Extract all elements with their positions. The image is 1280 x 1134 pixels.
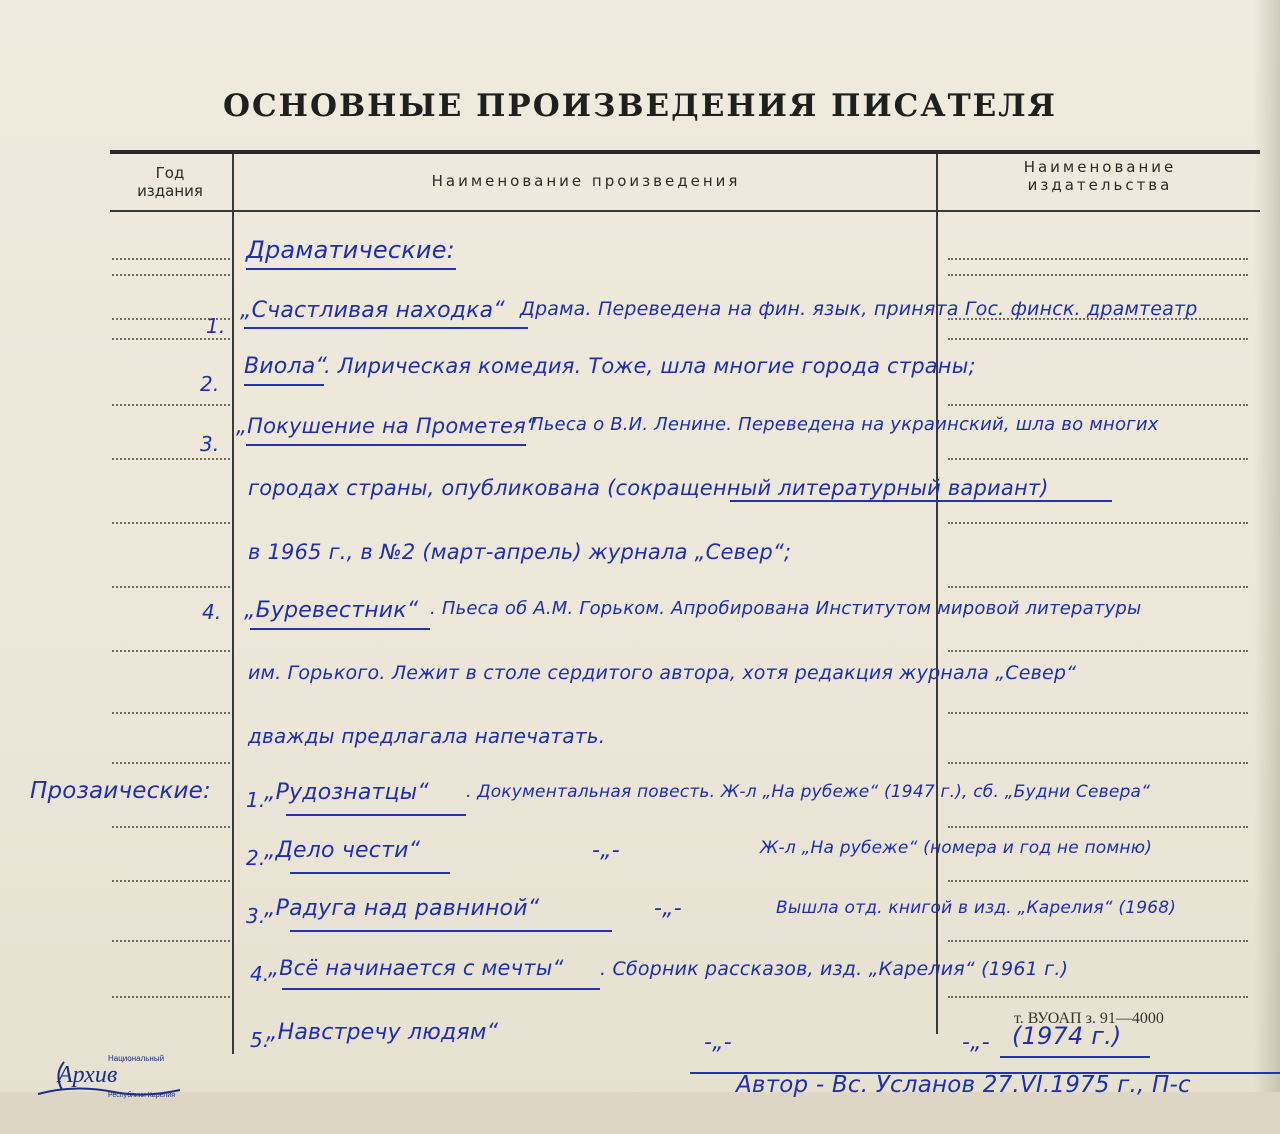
row-rule xyxy=(948,586,1248,588)
archive-logo xyxy=(34,1054,184,1104)
title-underline xyxy=(244,384,324,386)
entry-number: 3. xyxy=(200,432,220,456)
row-rule xyxy=(948,712,1248,714)
row-rule xyxy=(948,258,1248,260)
row-rule xyxy=(112,522,230,524)
header-year xyxy=(110,164,230,200)
row-rule xyxy=(112,650,230,652)
entry-text-continued: в 1965 г., в №2 (март-апрель) журнала „Север“; xyxy=(248,540,792,564)
header-publisher-line2: издательства xyxy=(1027,176,1173,194)
row-rule xyxy=(948,458,1248,460)
entry-title: „Навстречу людям“ xyxy=(266,1020,499,1045)
title-underline xyxy=(290,872,450,874)
row-rule xyxy=(948,274,1248,276)
entry-number: 3. xyxy=(246,904,266,928)
entry-number: 2. xyxy=(200,372,220,396)
entry-number: 4. xyxy=(250,962,270,986)
entry-text: Драма. Переведена на фин. язык, принята Гос. финск. драмтеатр xyxy=(520,298,1198,320)
dramatic-heading-underline xyxy=(246,268,456,270)
row-rule xyxy=(112,826,230,828)
row-rule xyxy=(948,404,1248,406)
row-rule xyxy=(112,712,230,714)
row-rule xyxy=(112,586,230,588)
entry-text-continued: дважды предлагала напечатать. xyxy=(248,724,606,748)
entry-title: „Буревестник“ xyxy=(244,598,419,623)
entry-title: „Всё начинается с мечты“ xyxy=(268,956,564,980)
entry-text-continued: городах страны, опубликована (сокращенный литературный вариант) xyxy=(248,476,1049,500)
row-rule xyxy=(948,762,1248,764)
entry-text: Пьеса о В.И. Ленине. Переведена на украинский, шла во многих xyxy=(530,414,1159,435)
row-rule xyxy=(112,258,230,260)
print-stamp: т. ВУОАП з. 91—4000 xyxy=(1014,1010,1164,1027)
ditto-mark: -„- xyxy=(592,838,620,863)
row-rule xyxy=(948,880,1248,882)
row-rule xyxy=(948,650,1248,652)
ditto-mark: -„- xyxy=(704,1030,732,1055)
row-rule xyxy=(948,522,1248,524)
title-underline xyxy=(250,628,430,630)
entry-text: . Лирическая комедия. Тоже, шла многие города страны; xyxy=(324,354,976,378)
entry-number: 1. xyxy=(206,314,226,338)
author-signature: Автор - Вс. Усланов 27.VI.1975 г., П-с xyxy=(736,1072,1191,1098)
row-rule xyxy=(948,940,1248,942)
year-note: (1974 г.) xyxy=(1012,1022,1122,1050)
entry-title: „Счастливая находка“ xyxy=(240,298,505,323)
entry-number: 2. xyxy=(246,846,266,870)
entry-text: Ж-л „На рубеже“ (номера и год не помню) xyxy=(760,838,1153,858)
ditto-mark: -„- xyxy=(962,1030,990,1055)
title-underline xyxy=(290,930,612,932)
entry-title: „Радуга над равниной“ xyxy=(264,896,540,921)
title-underline xyxy=(244,327,528,329)
row-rule xyxy=(948,996,1248,998)
entry-text-continued: им. Горького. Лежит в столе сердитого автора, хотя редакция журнала „Север“ xyxy=(248,662,1077,684)
entry-text: . Документальная повесть. Ж-л „На рубеже“ (1947 г.), сб. „Будни Севера“ xyxy=(466,782,1151,802)
row-rule xyxy=(948,338,1248,340)
archive-logo-main: Архив xyxy=(58,1062,118,1088)
header-year-line1: Год xyxy=(155,164,185,182)
entry-title: Виола“ xyxy=(244,354,327,379)
text-underline xyxy=(730,500,1112,502)
header-year-line2: издания xyxy=(137,182,203,200)
page-bottom-strip xyxy=(0,1092,1280,1134)
header-publisher xyxy=(940,158,1260,194)
entry-title: „Рудознатцы“ xyxy=(264,780,429,805)
year-underline xyxy=(1000,1056,1150,1058)
entry-text: Вышла отд. книгой в изд. „Карелия“ (1968) xyxy=(776,898,1177,918)
row-rule xyxy=(112,996,230,998)
ditto-mark: -„- xyxy=(654,896,682,921)
entry-title: „Покушение на Прометея“ xyxy=(236,414,538,438)
row-rule xyxy=(112,458,230,460)
entry-title: „Дело чести“ xyxy=(264,838,421,863)
header-publisher-line1: Наименование xyxy=(1023,158,1177,176)
header-work: Наименование произведения xyxy=(431,172,741,190)
entry-number: 5. xyxy=(250,1028,270,1052)
title-underline xyxy=(246,444,526,446)
entry-text: . Пьеса об А.М. Горьком. Апробирована Институтом мировой литературы xyxy=(430,598,1142,619)
entry-text: . Сборник рассказов, изд. „Карелия“ (1961 г.) xyxy=(600,958,1069,980)
entry-number: 4. xyxy=(202,600,222,624)
row-rule xyxy=(112,880,230,882)
row-rule xyxy=(112,338,230,340)
form-title: ОСНОВНЫЕ ПРОИЗВЕДЕНИЯ ПИСАТЕЛЯ xyxy=(222,88,1058,124)
prose-heading: Прозаические: xyxy=(30,778,211,804)
dramatic-heading: Драматические: xyxy=(246,236,455,264)
row-rule xyxy=(112,274,230,276)
row-rule xyxy=(112,940,230,942)
archive-logo-bottom: Республики Карелия xyxy=(108,1092,176,1099)
header-rule-top xyxy=(110,150,1260,154)
row-rule xyxy=(112,762,230,764)
title-underline xyxy=(286,814,466,816)
archive-logo-top: Национальный xyxy=(108,1054,165,1063)
row-rule xyxy=(112,404,230,406)
column-divider-year xyxy=(232,154,234,1054)
title-underline xyxy=(282,988,600,990)
row-rule xyxy=(948,826,1248,828)
entry-number: 1. xyxy=(246,788,266,812)
header-rule-bottom xyxy=(110,210,1260,212)
